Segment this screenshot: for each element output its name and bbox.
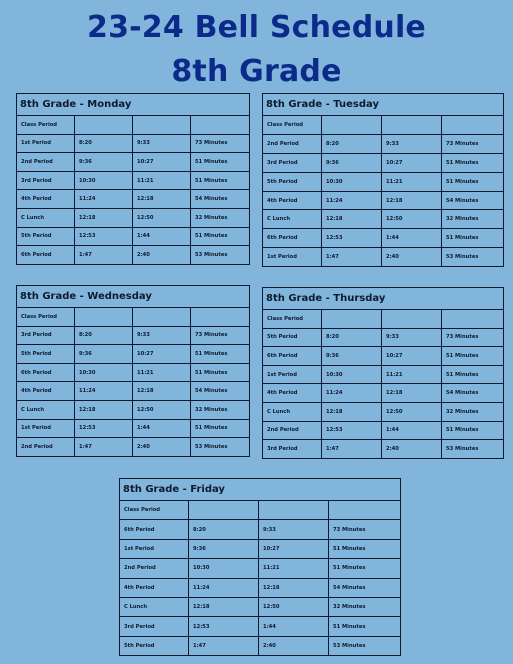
end-time-cell: 12:50: [133, 208, 191, 227]
end-time-cell: 12:18: [382, 384, 442, 403]
duration-cell: 32 Minutes: [442, 210, 504, 229]
table-row: [263, 384, 504, 403]
duration-cell: 73 Minutes: [442, 328, 504, 347]
period-cell: 6th Period: [120, 520, 189, 539]
table-row: [120, 617, 401, 636]
start-time-cell: 12:18: [75, 400, 133, 419]
end-time-cell: 10:27: [259, 539, 329, 558]
start-time-cell: 9:36: [75, 345, 133, 364]
period-cell: 2nd Period: [120, 559, 189, 578]
empty-header-cell: [133, 308, 191, 327]
table-row: [263, 153, 504, 172]
start-time-cell: 8:20: [75, 134, 133, 153]
end-time-cell: 2:40: [382, 440, 442, 459]
period-cell: 5th Period: [263, 328, 322, 347]
start-time-cell: 9:36: [322, 347, 382, 366]
period-cell: 2nd Period: [263, 421, 322, 440]
start-time-cell: 9:36: [322, 153, 382, 172]
start-time-cell: 10:30: [322, 365, 382, 384]
table-row: [17, 171, 250, 190]
period-cell: 6th Period: [17, 363, 75, 382]
table-row: [17, 227, 250, 246]
end-time-cell: 1:44: [133, 419, 191, 438]
period-cell: 3rd Period: [17, 171, 75, 190]
table-row: [263, 402, 504, 421]
table-row: [17, 153, 250, 172]
duration-cell: 32 Minutes: [329, 597, 401, 616]
duration-cell: 51 Minutes: [191, 227, 250, 246]
duration-cell: 51 Minutes: [442, 153, 504, 172]
table-row: [17, 190, 250, 209]
duration-cell: 53 Minutes: [442, 248, 504, 267]
start-time-cell: 11:24: [322, 384, 382, 403]
empty-header-cell: [322, 310, 382, 329]
table-row: [17, 382, 250, 401]
table-row: [263, 210, 504, 229]
period-cell: 1st Period: [263, 365, 322, 384]
table-row: [120, 520, 401, 539]
table-row: [263, 328, 504, 347]
start-time-cell: 8:20: [322, 134, 382, 153]
start-time-cell: 8:20: [75, 326, 133, 345]
duration-cell: 51 Minutes: [191, 171, 250, 190]
period-cell: 6th Period: [263, 229, 322, 248]
duration-cell: 51 Minutes: [442, 347, 504, 366]
empty-header-cell: [322, 116, 382, 135]
duration-cell: 51 Minutes: [442, 172, 504, 191]
table-row: [17, 345, 250, 364]
duration-cell: 54 Minutes: [191, 382, 250, 401]
empty-header-cell: [75, 116, 133, 135]
empty-header-cell: [259, 501, 329, 520]
table-row: [263, 229, 504, 248]
start-time-cell: 10:30: [189, 559, 259, 578]
start-time-cell: 1:47: [75, 438, 133, 457]
period-cell: 5th Period: [17, 345, 75, 364]
table-row: [120, 559, 401, 578]
duration-cell: 51 Minutes: [191, 345, 250, 364]
duration-cell: 73 Minutes: [191, 326, 250, 345]
table-row: [263, 191, 504, 210]
table-heading: 8th Grade - Tuesday: [263, 94, 504, 116]
end-time-cell: 9:33: [259, 520, 329, 539]
period-cell: 4th Period: [17, 190, 75, 209]
table-row: [17, 363, 250, 382]
duration-cell: 51 Minutes: [191, 363, 250, 382]
start-time-cell: 1:47: [189, 636, 259, 655]
duration-cell: 32 Minutes: [191, 208, 250, 227]
end-time-cell: 2:40: [382, 248, 442, 267]
duration-cell: 53 Minutes: [329, 636, 401, 655]
period-cell: 5th Period: [120, 636, 189, 655]
end-time-cell: 12:50: [133, 400, 191, 419]
period-cell: 4th Period: [120, 578, 189, 597]
table-row: [120, 597, 401, 616]
period-cell: 1st Period: [17, 134, 75, 153]
duration-cell: 53 Minutes: [442, 440, 504, 459]
duration-cell: 51 Minutes: [442, 365, 504, 384]
start-time-cell: 9:36: [189, 539, 259, 558]
page-subtitle: 8th Grade: [171, 54, 342, 89]
empty-header-cell: [442, 116, 504, 135]
period-cell: C Lunch: [120, 597, 189, 616]
empty-header-cell: [191, 308, 250, 327]
start-time-cell: 10:30: [75, 171, 133, 190]
table-heading: 8th Grade - Friday: [120, 479, 401, 501]
end-time-cell: 1:44: [259, 617, 329, 636]
period-cell: 1st Period: [17, 419, 75, 438]
column-header-class-period: Class Period: [263, 310, 322, 329]
end-time-cell: 9:33: [133, 134, 191, 153]
period-cell: C Lunch: [17, 208, 75, 227]
period-cell: 1st Period: [120, 539, 189, 558]
end-time-cell: 9:33: [133, 326, 191, 345]
period-cell: C Lunch: [263, 210, 322, 229]
column-header-class-period: Class Period: [263, 116, 322, 135]
period-cell: 2nd Period: [17, 153, 75, 172]
period-cell: 6th Period: [263, 347, 322, 366]
end-time-cell: 11:21: [133, 171, 191, 190]
start-time-cell: 11:24: [75, 382, 133, 401]
end-time-cell: 10:27: [133, 153, 191, 172]
start-time-cell: 1:47: [75, 246, 133, 265]
table-row: [17, 134, 250, 153]
duration-cell: 51 Minutes: [191, 153, 250, 172]
start-time-cell: 12:18: [189, 597, 259, 616]
table-row: [263, 440, 504, 459]
duration-cell: 51 Minutes: [442, 421, 504, 440]
duration-cell: 73 Minutes: [442, 134, 504, 153]
start-time-cell: 9:36: [75, 153, 133, 172]
duration-cell: 73 Minutes: [191, 134, 250, 153]
table-row: [17, 326, 250, 345]
start-time-cell: 12:18: [322, 402, 382, 421]
duration-cell: 54 Minutes: [191, 190, 250, 209]
table-row: [263, 248, 504, 267]
start-time-cell: 10:30: [322, 172, 382, 191]
period-cell: 2nd Period: [263, 134, 322, 153]
period-cell: 6th Period: [17, 246, 75, 265]
period-cell: C Lunch: [17, 400, 75, 419]
period-cell: 4th Period: [263, 384, 322, 403]
end-time-cell: 9:33: [382, 328, 442, 347]
duration-cell: 51 Minutes: [442, 229, 504, 248]
schedule-table-thursday: [262, 287, 504, 459]
duration-cell: 51 Minutes: [329, 539, 401, 558]
end-time-cell: 2:40: [133, 438, 191, 457]
table-row: [263, 134, 504, 153]
duration-cell: 51 Minutes: [329, 617, 401, 636]
end-time-cell: 12:50: [382, 402, 442, 421]
end-time-cell: 2:40: [133, 246, 191, 265]
end-time-cell: 10:27: [133, 345, 191, 364]
table-row: [17, 246, 250, 265]
start-time-cell: 12:53: [189, 617, 259, 636]
duration-cell: 73 Minutes: [329, 520, 401, 539]
table-row: [263, 347, 504, 366]
end-time-cell: 12:18: [382, 191, 442, 210]
table-row: [120, 578, 401, 597]
end-time-cell: 12:18: [133, 190, 191, 209]
duration-cell: 54 Minutes: [442, 191, 504, 210]
table-heading: 8th Grade - Monday: [17, 94, 250, 116]
duration-cell: 53 Minutes: [191, 438, 250, 457]
column-header-class-period: Class Period: [120, 501, 189, 520]
schedule-table-friday: [119, 478, 401, 656]
period-cell: 4th Period: [17, 382, 75, 401]
end-time-cell: 2:40: [259, 636, 329, 655]
period-cell: 4th Period: [263, 191, 322, 210]
table-heading: 8th Grade - Thursday: [263, 288, 504, 310]
duration-cell: 51 Minutes: [329, 559, 401, 578]
column-header-class-period: Class Period: [17, 308, 75, 327]
start-time-cell: 10:30: [75, 363, 133, 382]
end-time-cell: 12:50: [259, 597, 329, 616]
empty-header-cell: [382, 310, 442, 329]
start-time-cell: 12:18: [322, 210, 382, 229]
table-row: [263, 172, 504, 191]
page-title: 23-24 Bell Schedule: [87, 10, 426, 45]
start-time-cell: 12:53: [322, 229, 382, 248]
schedule-table-monday: [16, 93, 250, 265]
period-cell: 3rd Period: [263, 153, 322, 172]
period-cell: 3rd Period: [263, 440, 322, 459]
start-time-cell: 12:53: [322, 421, 382, 440]
period-cell: 1st Period: [263, 248, 322, 267]
table-row: [263, 421, 504, 440]
start-time-cell: 12:53: [75, 227, 133, 246]
end-time-cell: 12:18: [133, 382, 191, 401]
table-row: [263, 365, 504, 384]
table-row: [17, 208, 250, 227]
duration-cell: 53 Minutes: [191, 246, 250, 265]
period-cell: 3rd Period: [17, 326, 75, 345]
start-time-cell: 1:47: [322, 248, 382, 267]
schedule-table-wednesday: [16, 285, 250, 457]
end-time-cell: 12:50: [382, 210, 442, 229]
end-time-cell: 11:21: [259, 559, 329, 578]
duration-cell: 54 Minutes: [329, 578, 401, 597]
end-time-cell: 11:21: [382, 172, 442, 191]
period-cell: 5th Period: [17, 227, 75, 246]
column-header-class-period: Class Period: [17, 116, 75, 135]
end-time-cell: 11:21: [382, 365, 442, 384]
end-time-cell: 1:44: [133, 227, 191, 246]
end-time-cell: 11:21: [133, 363, 191, 382]
duration-cell: 32 Minutes: [442, 402, 504, 421]
start-time-cell: 11:24: [189, 578, 259, 597]
end-time-cell: 10:27: [382, 347, 442, 366]
period-cell: 2nd Period: [17, 438, 75, 457]
end-time-cell: 1:44: [382, 421, 442, 440]
table-row: [120, 539, 401, 558]
end-time-cell: 1:44: [382, 229, 442, 248]
start-time-cell: 11:24: [322, 191, 382, 210]
start-time-cell: 8:20: [322, 328, 382, 347]
period-cell: 5th Period: [263, 172, 322, 191]
table-heading: 8th Grade - Wednesday: [17, 286, 250, 308]
table-row: [120, 636, 401, 655]
start-time-cell: 1:47: [322, 440, 382, 459]
duration-cell: 32 Minutes: [191, 400, 250, 419]
empty-header-cell: [382, 116, 442, 135]
empty-header-cell: [191, 116, 250, 135]
duration-cell: 51 Minutes: [191, 419, 250, 438]
end-time-cell: 12:18: [259, 578, 329, 597]
table-row: [17, 419, 250, 438]
end-time-cell: 10:27: [382, 153, 442, 172]
start-time-cell: 12:18: [75, 208, 133, 227]
period-cell: C Lunch: [263, 402, 322, 421]
period-cell: 3rd Period: [120, 617, 189, 636]
schedule-table-tuesday: [262, 93, 504, 267]
start-time-cell: 11:24: [75, 190, 133, 209]
table-row: [17, 438, 250, 457]
empty-header-cell: [133, 116, 191, 135]
empty-header-cell: [329, 501, 401, 520]
table-row: [17, 400, 250, 419]
start-time-cell: 8:20: [189, 520, 259, 539]
empty-header-cell: [75, 308, 133, 327]
duration-cell: 54 Minutes: [442, 384, 504, 403]
end-time-cell: 9:33: [382, 134, 442, 153]
empty-header-cell: [442, 310, 504, 329]
start-time-cell: 12:53: [75, 419, 133, 438]
empty-header-cell: [189, 501, 259, 520]
